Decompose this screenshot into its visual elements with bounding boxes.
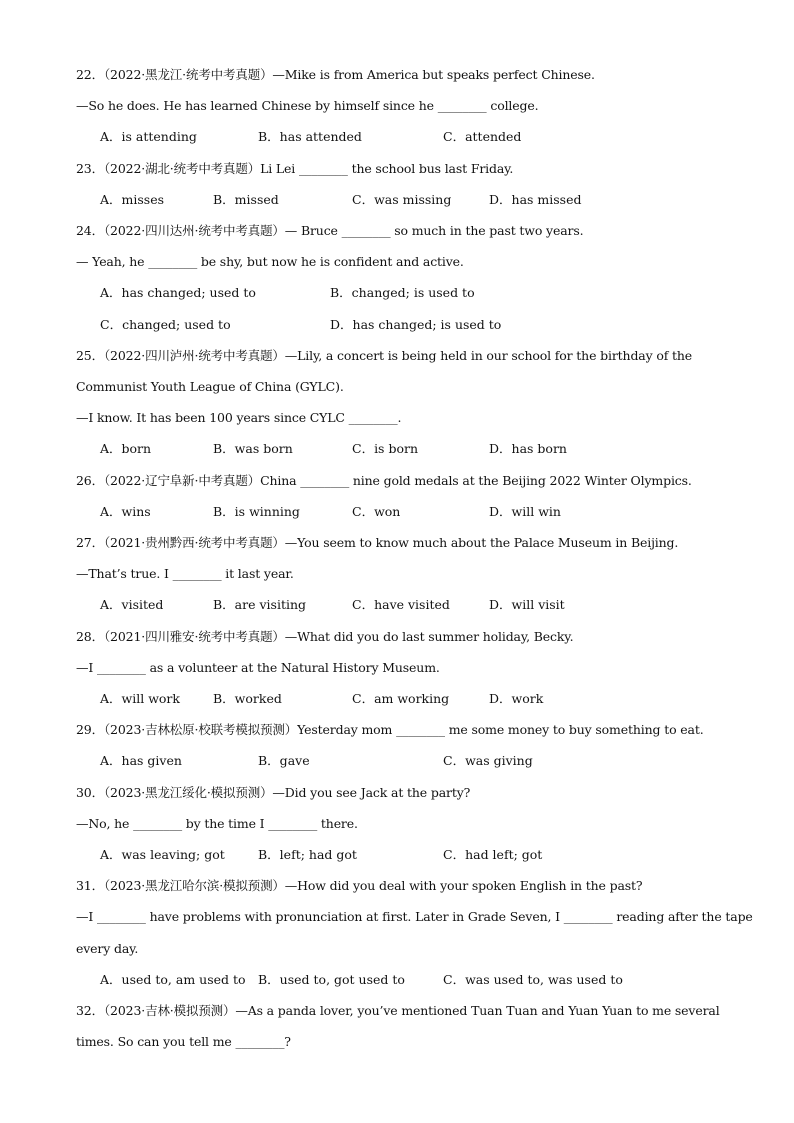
question-text-line: —I ________ as a volunteer at the Natural History Museum. [76,659,440,675]
answer-option[interactable]: C．attended [443,129,522,145]
answer-option[interactable]: B．has attended [258,129,362,145]
question-stem: 23．（2022·湖北·统考中考真题）Li Lei ________ the school bus last Friday. [76,160,514,176]
answer-option[interactable]: C．changed; used to [100,316,231,332]
question-stem: 27．（2021·贵州黔西·统考中考真题）—You seem to know much about the Palace Museum in Beijing. [76,535,679,550]
answer-option[interactable]: A．has given [100,753,182,769]
answer-option[interactable]: D．work [489,691,544,706]
answer-option[interactable]: D．will win [489,503,561,519]
answer-option[interactable]: C．had left; got [443,847,543,862]
answer-option[interactable]: A．wins [100,503,151,519]
question-stem: 31．（2023·黑龙江哈尔滨·模拟预测）—How did you deal with your spoken English in the past? [76,878,643,894]
question-stem: 30．（2023·黑龙江绥化·模拟预测）—Did you see Jack at the party? [76,784,471,800]
question-stem: 28．（2021·四川雅安·统考中考真题）—What did you do last summer holiday, Becky. [76,628,574,644]
question-stem: 26．（2022·辽宁阜新·中考真题）China ________ nine gold medals at the Beijing 2022 Winter Olympics. [76,472,692,488]
question-stem: 29．（2023·吉林松原·校联考模拟预测）Yesterday mom ________ me some money to buy something to eat. [76,722,704,738]
question-text-line: —No, he ________ by the time I ________ there. [76,815,358,831]
answer-option[interactable]: B．worked [213,691,282,706]
question-text-line: —That’s true. I ________ it last year. [76,566,294,582]
answer-option[interactable]: B．used to, got used to [258,971,405,987]
question-text-line: Communist Youth League of China (GYLC). [76,379,344,394]
answer-option[interactable]: D．has changed; is used to [330,316,502,332]
question-text-line: —I know. It has been 100 years since CYLC ________. [76,410,402,426]
answer-option[interactable]: A．was leaving; got [100,847,225,862]
answer-option[interactable]: B．are visiting [213,597,307,613]
answer-option[interactable]: B．changed; is used to [330,285,475,301]
answer-option[interactable]: A．is attending [100,129,197,145]
answer-option[interactable]: A．born [100,441,152,457]
answer-option[interactable]: B．missed [213,191,279,207]
question-text-line: every day. [76,940,139,956]
answer-option[interactable]: B．gave [258,753,310,769]
answer-option[interactable]: B．left; had got [258,847,357,862]
question-stem: 32．（2023·吉林·模拟预测）—As a panda lover, you’ve mentioned Tuan Tuan and Yuan Yuan to me several [76,1003,720,1018]
answer-option[interactable]: D．will visit [489,597,565,613]
question-stem: 25．（2022·四川泸州·统考中考真题）—Lily, a concert is being held in our school for the birthday of the [76,347,693,363]
answer-option[interactable]: A．misses [100,191,165,207]
answer-option[interactable]: C．won [352,503,401,519]
question-text-line: times. So can you tell me ________? [76,1034,291,1050]
answer-option[interactable]: C．was used to, was used to [443,971,623,987]
answer-option[interactable]: C．am working [352,691,450,706]
question-text-line: —So he does. He has learned Chinese by himself since he ________ college. [76,98,539,114]
answer-option[interactable]: D．has born [489,441,567,457]
answer-option[interactable]: C．was missing [352,191,452,207]
answer-option[interactable]: A．used to, am used to [100,971,246,987]
question-text-line: — Yeah, he ________ be shy, but now he is confident and active. [76,254,464,270]
answer-option[interactable]: C．is born [352,441,419,457]
answer-option[interactable]: C．have visited [352,597,450,613]
question-stem: 22．（2022·黑龙江·统考中考真题）—Mike is from America but speaks perfect Chinese. [76,67,595,82]
answer-option[interactable]: B．is winning [213,503,300,519]
answer-option[interactable]: C．was giving [443,753,533,769]
answer-option[interactable]: A．visited [100,597,164,613]
question-stem: 24．（2022·四川达州·统考中考真题）— Bruce ________ so much in the past two years. [76,223,584,238]
answer-option[interactable]: B．was born [213,441,293,457]
answer-option[interactable]: D．has missed [489,191,582,207]
answer-option[interactable]: A．will work [100,691,180,706]
question-text-line: —I ________ have problems with pronunciation at first. Later in Grade Seven, I ________ reading after the tape [76,909,753,925]
answer-option[interactable]: A．has changed; used to [100,285,256,301]
